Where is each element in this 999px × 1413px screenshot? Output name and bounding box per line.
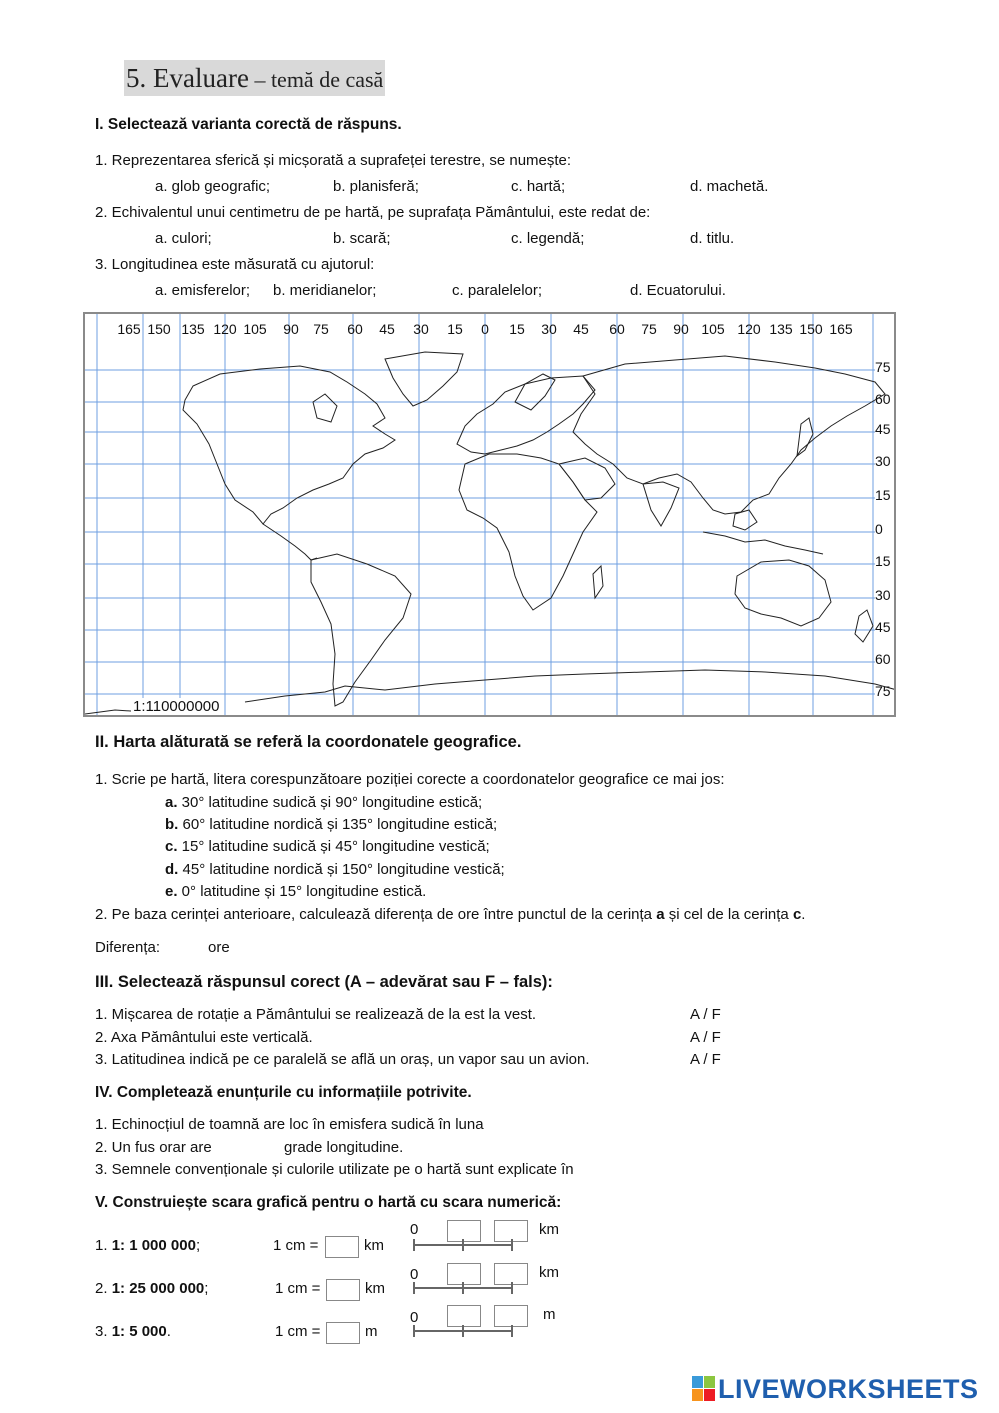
longitude-label: 0 (481, 321, 489, 337)
indonesia-outline (703, 532, 823, 554)
coord-item-d: d. 45° latitudine nordică și 150° longitudine vestică; (165, 861, 505, 878)
scale-bar-1 (412, 1238, 516, 1252)
question-2: 2. Echivalentul unui centimetru de pe hartă, pe suprafața Pământului, este redat de: (95, 204, 651, 221)
tf-choice-3[interactable]: A / F (690, 1051, 721, 1068)
latitude-label: 60 (875, 651, 891, 667)
q3-option-d[interactable]: d. Ecuatorului. (630, 282, 726, 299)
q3-option-a[interactable]: a. emisferelor; (155, 282, 251, 299)
longitude-label: 105 (243, 321, 267, 337)
q1-option-d[interactable]: d. machetă. (690, 178, 769, 195)
tf-statement-1: 1. Mișcarea de rotație a Pământului se realizează de la est la vest. (95, 1006, 537, 1023)
fill-statement-3: 3. Semnele convenționale și culorile utilizate pe o hartă sunt explicate în (95, 1161, 574, 1178)
question-3: 3. Longitudinea este măsurată cu ajutorul: (95, 256, 375, 273)
longitude-label: 75 (641, 321, 657, 337)
scale-row-2-eq: 1 cm = (275, 1280, 321, 1297)
longitude-label: 120 (737, 321, 761, 337)
q1-option-c[interactable]: c. hartă; (511, 178, 566, 195)
scale-row-1-label: 1. 1: 1 000 000; (95, 1237, 201, 1254)
longitude-label: 105 (701, 321, 725, 337)
scale-row-3-input[interactable] (326, 1322, 360, 1344)
scale-bar-2-zero: 0 (410, 1266, 419, 1283)
latitude-label: 15 (875, 553, 891, 569)
coord-item-b: b. 60° latitudine nordică și 135° longitudine estică; (165, 816, 498, 833)
longitude-label: 45 (573, 321, 589, 337)
difference-label: Diferența: (95, 939, 161, 956)
q2-option-b[interactable]: b. scară; (333, 230, 391, 247)
india-outline (643, 482, 679, 526)
longitude-label: 15 (509, 321, 525, 337)
scale-row-1-input[interactable] (325, 1236, 359, 1258)
scandinavia-outline (515, 374, 555, 410)
asia-outline (573, 356, 885, 514)
new-zealand-outline (855, 610, 873, 642)
tf-statement-3: 3. Latitudinea indică pe ce paralelă se află un oraș, un vapor sau un avion. (95, 1051, 590, 1068)
latitude-label: 75 (875, 683, 891, 699)
longitude-label: 90 (283, 321, 299, 337)
longitude-label: 165 (829, 321, 853, 337)
latitude-label: 0 (875, 521, 883, 537)
longitude-label: 120 (213, 321, 237, 337)
scale-bar-3 (412, 1324, 516, 1338)
fill-statement-2a: 2. Un fus orar are (95, 1139, 212, 1156)
greenland-outline (385, 352, 463, 406)
world-map-svg (85, 314, 896, 717)
tf-choice-2[interactable]: A / F (690, 1029, 721, 1046)
longitude-label: 60 (347, 321, 363, 337)
hudson-bay-outline (313, 394, 337, 422)
scale-row-2-label: 2. 1: 25 000 000; (95, 1280, 209, 1297)
longitude-label: 150 (147, 321, 171, 337)
longitude-label: 165 (117, 321, 141, 337)
scale-row-3-eq: 1 cm = (275, 1323, 321, 1340)
question-1: 1. Reprezentarea sferică și micșorată a suprafeței terestre, se numește: (95, 152, 572, 169)
longitude-label: 150 (799, 321, 823, 337)
section2-q1: 1. Scrie pe hartă, litera corespunzătoare poziției corecte a coordonatelor geografice ce mai jos: (95, 771, 725, 788)
q3-option-c[interactable]: c. paralelelor; (452, 282, 543, 299)
longitude-label: 15 (447, 321, 463, 337)
scale-row-1-unit: km (364, 1237, 384, 1254)
europe-outline (457, 376, 595, 454)
scale-bar-2 (412, 1281, 516, 1295)
longitude-label: 135 (769, 321, 793, 337)
section2-heading: II. Harta alăturată se referă la coordonatele geografice. (95, 733, 522, 751)
difference-unit: ore (208, 939, 230, 956)
liveworksheets-brand[interactable] (692, 1372, 979, 1406)
latitude-label: 45 (875, 619, 891, 635)
q1-option-a[interactable]: a. glob geografic; (155, 178, 271, 195)
brand-name: LIVEWORKSHEETS (718, 1373, 979, 1404)
right-labels (875, 359, 891, 699)
tf-choice-1[interactable]: A / F (690, 1006, 721, 1023)
latitude-label: 45 (875, 421, 891, 437)
latitude-label: 75 (875, 359, 891, 375)
scale-bar-1-zero: 0 (410, 1221, 419, 1238)
scale-row-2-unit: km (365, 1280, 385, 1297)
section5-heading: V. Construiește scara grafică pentru o hartă cu scara numerică: (95, 1194, 562, 1211)
antarctica-outline (245, 670, 896, 702)
japan-outline (797, 418, 813, 456)
longitude-label: 60 (609, 321, 625, 337)
map-grid (85, 314, 875, 717)
madagascar-outline (593, 566, 603, 598)
section1-heading: I. Selectează varianta corectă de răspuns. (95, 116, 402, 133)
q2-option-d[interactable]: d. titlu. (690, 230, 735, 247)
scale-bar-1-unit: km (539, 1221, 559, 1238)
longitude-label: 90 (673, 321, 689, 337)
world-map[interactable] (83, 312, 896, 717)
latitude-label: 30 (875, 453, 891, 469)
scale-row-3-unit: m (365, 1323, 378, 1340)
section3-heading: III. Selectează răspunsul corect (A – adevărat sau F – fals): (95, 973, 553, 991)
fill-statement-1: 1. Echinocțiul de toamnă are loc în emisfera sudică în luna (95, 1116, 484, 1133)
fill-statement-2b: grade longitudine. (284, 1139, 404, 1156)
scale-bar-3-zero: 0 (410, 1309, 419, 1326)
scale-row-3-label: 3. 1: 5 000. (95, 1323, 171, 1340)
longitude-label: 30 (413, 321, 429, 337)
longitude-label: 75 (313, 321, 329, 337)
longitude-label: 30 (541, 321, 557, 337)
latitude-label: 60 (875, 391, 891, 407)
scale-bar-3-unit: m (543, 1306, 556, 1323)
coord-item-a: a. 30° latitudine sudică și 90° longitudine estică; (165, 794, 483, 811)
coord-item-e: e. 0° latitudine și 15° longitudine estică. (165, 883, 427, 900)
section2-q2: 2. Pe baza cerinței anterioare, calculează diferența de ore între punctul de la cerința a și cel de la cerința c. (95, 906, 806, 923)
top-labels (117, 321, 853, 337)
latitude-label: 30 (875, 587, 891, 603)
central-america-outline (263, 524, 317, 560)
tf-statement-2: 2. Axa Pământului este verticală. (95, 1029, 313, 1046)
scale-row-2-input[interactable] (326, 1279, 360, 1301)
longitude-label: 45 (379, 321, 395, 337)
page-title: 5. Evaluare – temă de casă (124, 60, 385, 96)
scale-row-1-eq: 1 cm = (273, 1237, 319, 1254)
q3-option-b[interactable]: b. meridianelor; (273, 282, 377, 299)
scale-bar-2-unit: km (539, 1264, 559, 1281)
longitude-label: 135 (181, 321, 205, 337)
q1-option-b[interactable]: b. planisferă; (333, 178, 419, 195)
liveworksheets-logo-icon (692, 1376, 716, 1402)
coord-item-c: c. 15° latitudine sudică și 45° longitudine vestică; (165, 838, 490, 855)
map-scale-label: 1:110000000 (133, 698, 220, 715)
continents (85, 352, 896, 714)
latitude-label: 15 (875, 487, 891, 503)
q2-option-c[interactable]: c. legendă; (511, 230, 585, 247)
section4-heading: IV. Completează enunțurile cu informațiile potrivite. (95, 1084, 472, 1101)
q2-option-a[interactable]: a. culori; (155, 230, 212, 247)
